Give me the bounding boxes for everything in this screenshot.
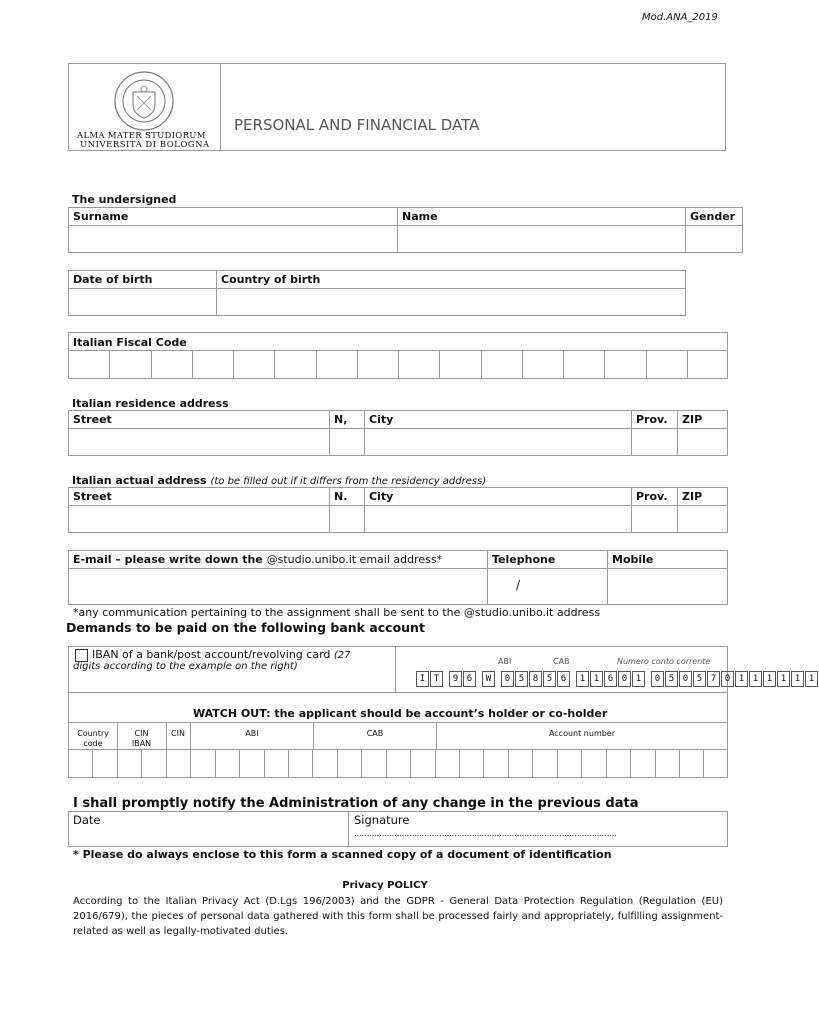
actual-city-field[interactable]: [365, 506, 630, 532]
iban-cell[interactable]: [215, 750, 239, 778]
residence-zip-label: ZIP: [682, 413, 703, 426]
iban-example-digit: 0: [651, 671, 664, 687]
undersigned-heading: The undersigned: [72, 193, 177, 206]
surname-field[interactable]: [69, 226, 396, 252]
gender-field[interactable]: [686, 226, 742, 252]
mobile-label: Mobile: [612, 553, 654, 566]
iban-example-digit: 1: [763, 671, 776, 687]
iban-example-digit: 5: [693, 671, 706, 687]
iban-example-digit: T: [430, 671, 443, 687]
fiscal-code-cell[interactable]: [109, 351, 150, 379]
iban-cell[interactable]: [386, 750, 410, 778]
actual-number-label: N.: [334, 490, 348, 503]
name-label: Name: [402, 210, 438, 223]
iban-example-digit: 1: [749, 671, 762, 687]
residence-heading: Italian residence address: [72, 397, 229, 410]
watch-out-note: WATCH OUT: the applicant should be account’s holder or co-holder: [193, 707, 608, 720]
residence-city-field[interactable]: [365, 429, 630, 455]
iban-example-digit: 5: [543, 671, 556, 687]
iban-example-digit: 0: [721, 671, 734, 687]
fiscal-code-cell[interactable]: [646, 351, 687, 379]
fiscal-code-cell[interactable]: [563, 351, 604, 379]
iban-example-gap: [477, 671, 481, 685]
actual-address-heading: Italian actual address (to be filled out if it differs from the residency address): [72, 474, 487, 487]
model-code: Mod.ANA_2019: [642, 12, 718, 23]
telephone-separator: /: [516, 578, 521, 592]
notify-heading: I shall promptly notify the Administration of any change in the previous data: [73, 796, 639, 811]
actual-prov-label: Prov.: [636, 490, 668, 503]
fiscal-code-cell[interactable]: [522, 351, 563, 379]
col-country-code: Country code: [77, 729, 109, 748]
iban-example-gap: [571, 671, 575, 685]
email-field[interactable]: [69, 569, 486, 604]
iban-example-digit: 1: [791, 671, 804, 687]
signature-line[interactable]: ……………………………………………………………………………………………: [354, 829, 617, 838]
iban-example-digit: 1: [735, 671, 748, 687]
residence-street-field[interactable]: [69, 429, 328, 455]
country-of-birth-label: Country of birth: [221, 273, 321, 286]
iban-cell[interactable]: [190, 750, 214, 778]
iban-cell[interactable]: [92, 750, 116, 778]
iban-cell[interactable]: [606, 750, 630, 778]
iban-cell[interactable]: [679, 750, 703, 778]
name-field[interactable]: [398, 226, 684, 252]
fiscal-code-cell[interactable]: [604, 351, 645, 379]
actual-street-label: Street: [73, 490, 112, 503]
iban-example-digit: 6: [463, 671, 476, 687]
iban-cell[interactable]: [288, 750, 312, 778]
privacy-title: Privacy POLICY: [342, 880, 428, 891]
country-of-birth-field[interactable]: [217, 289, 685, 315]
iban-example-digit: 0: [679, 671, 692, 687]
date-of-birth-label: Date of birth: [73, 273, 153, 286]
iban-label: IBAN of a bank/post account/revolving card (27: [92, 648, 351, 661]
contact-footnote: *any communication pertaining to the assignment shall be sent to the @studio.unibo.it address: [73, 606, 601, 619]
date-label: Date: [73, 813, 101, 827]
logo-line-2: UNIVERSITÀ DI BOLOGNA: [80, 140, 210, 150]
page-title: PERSONAL AND FINANCIAL DATA: [234, 116, 480, 134]
col-abi: ABI: [245, 729, 259, 738]
fiscal-code-cell[interactable]: [233, 351, 274, 379]
iban-cell[interactable]: [117, 750, 141, 778]
iban-example-digit: W: [482, 671, 495, 687]
iban-example-digit: I: [416, 671, 429, 687]
iban-example-digit: 5: [515, 671, 528, 687]
university-seal-icon: [113, 70, 175, 132]
iban-example-digit: 6: [557, 671, 570, 687]
iban-note: digits according to the example on the right): [73, 661, 298, 672]
iban-cell[interactable]: [532, 750, 556, 778]
iban-cell[interactable]: [557, 750, 581, 778]
iban-example-digit: 8: [529, 671, 542, 687]
col-cin-iban: CIN IBAN: [131, 729, 152, 748]
actual-city-label: City: [369, 490, 394, 503]
iban-cell[interactable]: [581, 750, 605, 778]
telephone-label: Telephone: [492, 553, 556, 566]
email-label: E-mail – please write down the @studio.unibo.it email address*: [73, 553, 443, 566]
iban-example-gap: [496, 671, 500, 685]
fiscal-code-cell[interactable]: [481, 351, 522, 379]
residence-prov-label: Prov.: [636, 413, 668, 426]
iban-example-digit: 1: [777, 671, 790, 687]
iban-example-digit: 5: [665, 671, 678, 687]
iban-example-gap: [444, 671, 448, 685]
logo-line-1: ALMA MATER STUDIORUM: [77, 131, 206, 141]
privacy-text: According to the Italian Privacy Act (D.Lgs 196/2003) and the GDPR - General Data Protection Regulation (Regulation (EU) 2016/679), the pieces of personal data gathered with this form shall be processed fairly and appropriately, fulfilling assignment-related as well as legally-motivated duties.: [73, 896, 723, 937]
residence-street-label: Street: [73, 413, 112, 426]
iban-example-digit: 0: [501, 671, 514, 687]
surname-label: Surname: [73, 210, 129, 223]
iban-example-digit: 9: [449, 671, 462, 687]
iban-cell[interactable]: [459, 750, 483, 778]
iban-example-digit: 1: [590, 671, 603, 687]
example-account-label: Numero conto corrente: [617, 657, 711, 666]
fiscal-code-label: Italian Fiscal Code: [73, 336, 187, 349]
iban-cell[interactable]: [361, 750, 385, 778]
fiscal-code-cell[interactable]: [439, 351, 480, 379]
iban-cell[interactable]: [630, 750, 654, 778]
iban-example-digit: 6: [604, 671, 617, 687]
iban-example-digit: 1: [576, 671, 589, 687]
iban-example-digit: 0: [618, 671, 631, 687]
gender-label: Gender: [690, 210, 736, 223]
iban-cell[interactable]: [264, 750, 288, 778]
iban-cell[interactable]: [483, 750, 507, 778]
fiscal-code-cell[interactable]: [357, 351, 398, 379]
fiscal-code-cell[interactable]: [687, 351, 728, 379]
iban-example-digit: 7: [707, 671, 720, 687]
residence-number-label: N,: [334, 413, 348, 426]
example-cab-label: CAB: [553, 657, 570, 666]
iban-example-digit: 1: [632, 671, 645, 687]
iban-example-digits: [416, 671, 819, 687]
fiscal-code-cell[interactable]: [316, 351, 357, 379]
signature-label: Signature: [354, 813, 410, 827]
fiscal-code-cell[interactable]: [192, 351, 233, 379]
actual-zip-label: ZIP: [682, 490, 703, 503]
iban-cell[interactable]: [337, 750, 361, 778]
iban-cell[interactable]: [508, 750, 532, 778]
col-cab: CAB: [366, 729, 384, 738]
date-of-birth-field[interactable]: [69, 289, 215, 315]
iban-cell[interactable]: [141, 750, 165, 778]
iban-example-gap: [646, 671, 650, 685]
iban-cell[interactable]: [435, 750, 459, 778]
bank-heading: Demands to be paid on the following bank account: [66, 620, 425, 635]
iban-cell[interactable]: [239, 750, 263, 778]
enclose-note: * Please do always enclose to this form a scanned copy of a document of identification: [73, 848, 612, 861]
fiscal-code-cells[interactable]: [68, 351, 728, 379]
iban-cell[interactable]: [312, 750, 336, 778]
fiscal-code-cell[interactable]: [274, 351, 315, 379]
iban-cell[interactable]: [655, 750, 679, 778]
col-account-number: Account number: [548, 729, 616, 738]
actual-address-note: (to be filled out if it differs from the residency address): [210, 476, 487, 487]
fiscal-code-cell[interactable]: [398, 351, 439, 379]
fiscal-code-cell[interactable]: [151, 351, 192, 379]
iban-cell[interactable]: [703, 750, 727, 778]
fiscal-code-cell[interactable]: [68, 351, 109, 379]
residence-city-label: City: [369, 413, 394, 426]
actual-street-field[interactable]: [69, 506, 328, 532]
col-cin: CIN: [171, 729, 185, 738]
example-abi-label: ABI: [498, 657, 512, 666]
iban-cells[interactable]: [68, 750, 728, 778]
iban-cell[interactable]: [68, 750, 92, 778]
iban-example-digit: 1: [805, 671, 818, 687]
iban-cell[interactable]: [410, 750, 434, 778]
iban-cell[interactable]: [166, 750, 190, 778]
